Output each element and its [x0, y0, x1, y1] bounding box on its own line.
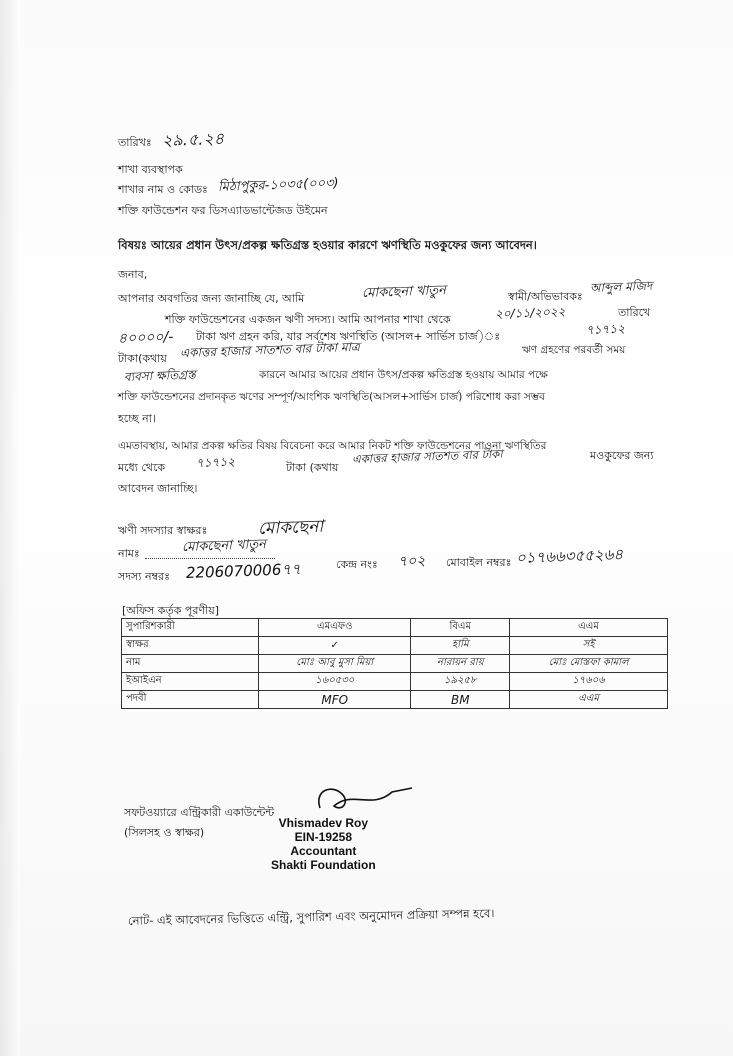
- stamp-ein: EIN-19258: [294, 830, 353, 844]
- body-text-3a: টাকা ঋণ গ্রহন করি, যার সর্বশেষ ঋণস্থিতি (আসল+ সার্ভিস চার্জ)ঃ: [196, 330, 501, 343]
- mobile-label: মোবাইল নম্বরঃ: [446, 556, 512, 569]
- table-cell: এএম: [510, 691, 668, 709]
- table-cell: নারায়ন রায়: [411, 655, 510, 673]
- balance-in-words: একাত্তর হাজার সাতশত বার টাকা মাত্র: [179, 339, 361, 360]
- guardian-name: আব্দুল মজিদ: [589, 278, 653, 295]
- table-header-cell: এএম: [510, 619, 668, 637]
- table-header-cell: সুপারিশকারী: [122, 619, 259, 637]
- stamp-name: Vhismadev Roy: [278, 816, 369, 830]
- table-cell: ১৬০৫৩০: [259, 673, 411, 691]
- member-signature: মোকছেনা: [257, 516, 324, 539]
- branch-label: শাখার নাম ও কোডঃ: [118, 183, 208, 196]
- body-text-2a: শক্তি ফাউন্ডেশনের একজন ঋণী সদস্য। আমি আপনার শাখা থেকে: [165, 313, 451, 326]
- table-header-cell: এমএফও: [259, 619, 411, 637]
- footer-note: নোট- এই আবেদনের ভিত্তিতে এন্ট্রি, সুপারিশ এবং অনুমোদন প্রক্রিয়া সম্পন্ন হবে।: [127, 906, 495, 928]
- body-text-4a: টাকা(কথায়: [118, 352, 167, 365]
- body-text-9b: টাকা (কথায়: [286, 461, 339, 474]
- date-label: তারিখঃ: [118, 136, 152, 149]
- body-text-7: হচ্ছে না।: [118, 412, 156, 425]
- page-edge-shadow: [0, 0, 20, 1056]
- table-cell: ১৭৬০৬: [510, 673, 668, 691]
- table-row: [122, 673, 668, 691]
- waiver-amount-words: একাত্তর হাজার সাতশত বার টাকা: [351, 446, 503, 466]
- accountant-stamp: [271, 816, 376, 872]
- mobile-number: ০১৭৬৬৩৫৫২৬৪: [515, 545, 624, 567]
- body-text-5a: কারনে আমার আয়ের প্রধান উৎস/প্রকল্প ক্ষতিগ্রস্ত হওয়ায় আমার পক্ষে: [259, 369, 548, 381]
- member-number: 2206070006৭৭: [185, 559, 302, 582]
- table-cell: হামি: [411, 637, 510, 655]
- table-header-row: [122, 619, 668, 637]
- outstanding-balance: ৭১৭১২: [585, 321, 626, 337]
- table-cell: মোঃ মোস্তফা কামাল: [510, 655, 668, 673]
- date-value: ২৯.৫.২৪: [161, 128, 225, 150]
- body-text-1a: আপনার অবগতির জন্য জানাচ্ছি যে, আমি: [118, 292, 305, 305]
- seal-and-signature-label: (সিলসহ ও স্বাক্ষর): [124, 826, 205, 839]
- damage-reason: ব্যবসা ক্ষতিগ্রস্ত: [123, 367, 196, 384]
- subject-line: বিষয়ঃ আয়ের প্রধান উৎস/প্রকল্প ক্ষতিগ্রস্ত হওয়ার কারণে ঋণস্থিতি মওকুফের জন্য আবেদন।: [118, 238, 537, 252]
- member-signature-label: ঋণী সদস্যার স্বাক্ষরঃ: [118, 524, 208, 537]
- table-cell: মোঃ আবু মুসা মিয়া: [259, 655, 411, 673]
- member-number-label: সদস্য নম্বরঃ: [118, 570, 170, 583]
- stamp-title: Accountant: [290, 844, 357, 858]
- table-cell: BM: [411, 691, 510, 709]
- waiver-amount: ৭১৭১২: [195, 454, 236, 470]
- table-row: [122, 637, 668, 655]
- body-text-4b: ঋণ গ্রহণের পরবর্তী সময়: [522, 344, 626, 356]
- table-cell: MFO: [259, 691, 411, 709]
- row-label: স্বাক্ষর: [122, 637, 259, 655]
- branch-value: মিঠাপুকুর-১০৩৫(০০৩): [217, 175, 339, 195]
- table-cell: ✓: [259, 637, 411, 655]
- stamp-organization: Shakti Foundation: [271, 858, 376, 872]
- row-label: পদবী: [122, 691, 259, 709]
- body-text-6: শক্তি ফাউন্ডেশনের প্রদানকৃত ঋণের সম্পূর্ণ/আংশিক ঋণস্থিতি(আসল+সার্ভিস চার্জ) পরিশোধ করা সম্ভব: [118, 391, 545, 403]
- body-text-1b: স্বামী/অভিভাবকঃ: [508, 290, 583, 303]
- center-number: ৭০২: [397, 553, 426, 570]
- member-name: মোকছেনা খাতুন: [181, 537, 267, 555]
- accountant-signature: [312, 780, 422, 820]
- recipient-title: শাখা ব্যবস্থাপক: [118, 163, 183, 176]
- table-row: [122, 691, 668, 709]
- body-text-2b: তারিখে: [618, 306, 651, 319]
- entry-accountant-label: সফটওয়্যারে এন্ট্রিকারী একাউন্টেন্ট: [124, 806, 275, 819]
- body-text-9c: মওকুফের জন্য: [590, 449, 654, 462]
- row-label: নাম: [122, 655, 259, 673]
- table-cell: সই: [510, 637, 668, 655]
- row-label: ইআইএন: [122, 673, 259, 691]
- body-text-10: আবেদন জানাচ্ছি।: [118, 482, 198, 495]
- body-text-9a: মধ্যে থেকে: [118, 461, 166, 474]
- loan-date: ২০/১১/২০২২: [494, 304, 566, 321]
- table-row: [122, 655, 668, 673]
- applicant-name: মোকছেনা খাতুন: [361, 283, 447, 301]
- body-text-8: এমতাবস্থায়, আমার প্রকল্প ক্ষতির বিষয় বিবেচনা করে আমার নিকট শক্তি ফাউন্ডেশনের পাওনা ঋণস্থিতির: [118, 440, 547, 452]
- loan-amount: ৪০০০০/-: [117, 329, 174, 347]
- office-recommendation-table: [121, 618, 668, 709]
- table-cell: ১৯২৫৮: [411, 673, 510, 691]
- table-header-cell: বিএম: [411, 619, 510, 637]
- salutation: জনাব,: [118, 268, 148, 281]
- organization-name: শক্তি ফাউন্ডেশন ফর ডিসএ্যাডভান্টেজড উইমেন: [118, 204, 328, 217]
- name-label: নামঃ: [118, 547, 140, 560]
- office-use-heading: [অফিস কর্তৃক পূরণীয়]: [122, 604, 219, 617]
- center-number-label: কেন্দ্র নংঃ: [336, 558, 378, 571]
